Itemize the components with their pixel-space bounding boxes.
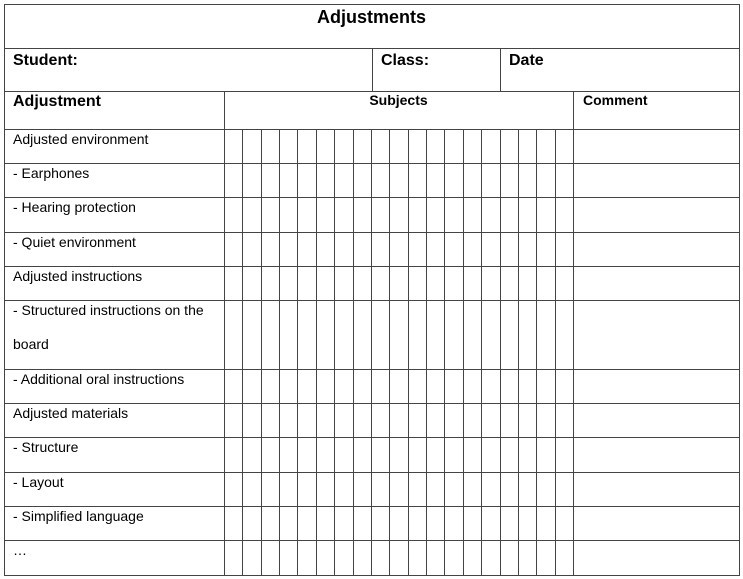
class-field-divider <box>372 48 373 92</box>
adjustment-row-label: - Structure <box>13 439 79 455</box>
adjustment-row-label: Adjusted environment <box>13 131 149 147</box>
table-border-left <box>4 4 5 576</box>
row-divider <box>4 540 740 541</box>
adjustment-row-label: - Structured instructions on the <box>13 302 204 318</box>
row-divider <box>4 300 740 301</box>
subject-column-divider <box>481 129 482 576</box>
subject-column-divider <box>500 129 501 576</box>
student-label: Student: <box>13 52 78 69</box>
table-border-right <box>739 4 740 576</box>
subject-column-divider <box>242 129 243 576</box>
subject-column-divider <box>518 129 519 576</box>
subject-column-divider <box>536 129 537 576</box>
subject-column-divider <box>389 129 390 576</box>
row-divider <box>4 163 740 164</box>
subject-column-divider <box>444 129 445 576</box>
subjects-column-header: Subjects <box>369 92 428 108</box>
subject-column-divider <box>334 129 335 576</box>
row-divider <box>4 197 740 198</box>
adjustment-row-label: - Quiet environment <box>13 234 136 250</box>
adjustment-row-label: - Hearing protection <box>13 199 136 215</box>
row-divider <box>4 129 740 130</box>
adjustment-row-label: Adjusted instructions <box>13 268 143 284</box>
subject-column-divider <box>297 129 298 576</box>
adjustment-row-label: - Additional oral instructions <box>13 371 185 387</box>
page-title: Adjustments <box>316 7 426 27</box>
date-label: Date <box>509 52 544 69</box>
class-label: Class: <box>381 52 430 69</box>
row-divider <box>4 232 740 233</box>
row-divider <box>4 266 740 267</box>
subject-column-divider <box>371 129 372 576</box>
date-field-divider <box>500 48 501 92</box>
adjustment-row-label: … <box>13 542 27 558</box>
subject-column-divider <box>261 129 262 576</box>
subject-column-divider <box>408 129 409 576</box>
adjustment-row-label: - Earphones <box>13 165 90 181</box>
subject-column-divider <box>353 129 354 576</box>
comment-column-header: Comment <box>583 92 648 108</box>
adjustment-row-label-continued: board <box>13 336 49 352</box>
row-divider <box>4 472 740 473</box>
subject-column-divider <box>279 129 280 576</box>
row-divider <box>4 403 740 404</box>
adjustment-row-label: Adjusted materials <box>13 405 129 421</box>
table-border-bottom <box>4 575 740 576</box>
subject-column-divider <box>555 129 556 576</box>
row-divider <box>4 369 740 370</box>
adjustment-column-header: Adjustment <box>13 93 101 110</box>
adjustment-row-label: - Simplified language <box>13 508 144 524</box>
row-divider <box>4 506 740 507</box>
subject-column-divider <box>316 129 317 576</box>
subject-column-divider <box>426 129 427 576</box>
row-divider <box>4 437 740 438</box>
adjustment-row-label: - Layout <box>13 474 64 490</box>
subject-column-divider <box>463 129 464 576</box>
table-border-top <box>4 4 740 5</box>
